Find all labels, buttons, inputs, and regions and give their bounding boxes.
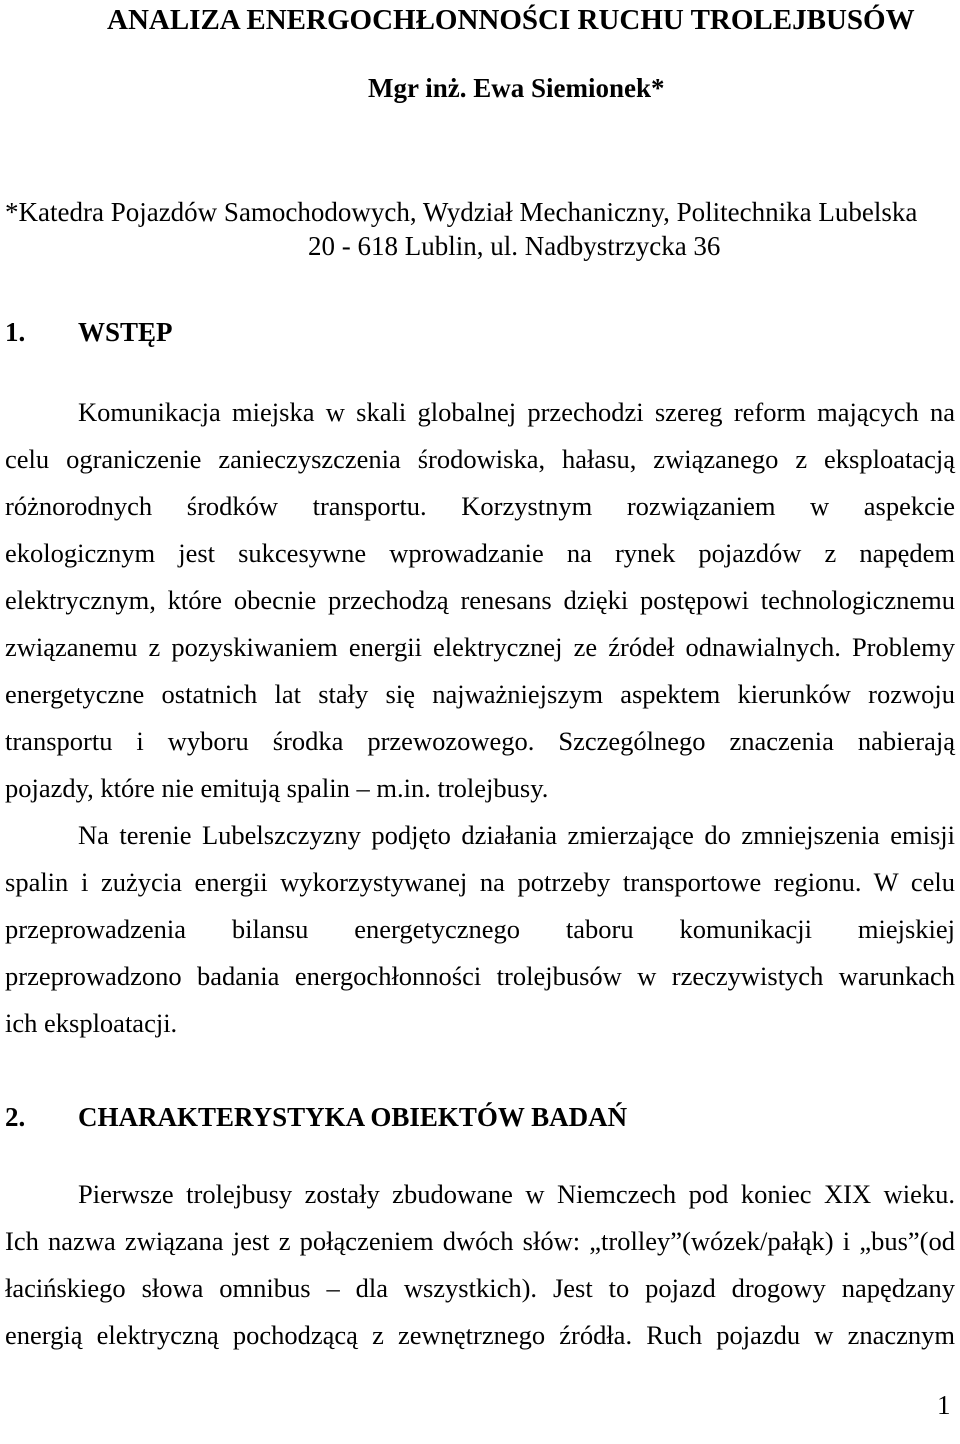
text-line: łacińskiego słowa omnibus – dla wszystkich). Jest to pojazd drogowy napędzany: [5, 1273, 955, 1303]
paragraph: [5, 389, 955, 812]
text-line: Ich nazwa związana jest z połączeniem dwóch słów: „trolley”(wózek/pałąk) i „bus”(od: [5, 1226, 955, 1256]
section-heading-2: [5, 1094, 627, 1141]
text-line: Na terenie Lubelszczyzny podjęto działania zmierzające do zmniejszenia emisji: [78, 820, 955, 850]
author-affiliation: *Katedra Pojazdów Samochodowych, Wydział Mechaniczny, Politechnika Lubelska: [5, 197, 918, 227]
paragraph: [5, 812, 955, 1047]
author-address: 20 - 618 Lublin, ul. Nadbystrzycka 36: [308, 231, 721, 261]
text-line: przeprowadzenia bilansu energetycznego taboru komunikacji miejskiej: [5, 914, 955, 944]
text-line: energetyczne ostatnich lat stały się najważniejszym aspektem kierunków rozwoju: [5, 679, 955, 709]
section-heading-1: [5, 309, 173, 356]
text-line: energią elektryczną pochodzącą z zewnętrznego źródła. Ruch pojazdu w znacznym: [5, 1320, 955, 1350]
text-line: przeprowadzono badania energochłonności trolejbusów w rzeczywistych warunkach: [5, 961, 955, 991]
text-line: Pierwsze trolejbusy zostały zbudowane w Niemczech pod koniec XIX wieku.: [78, 1179, 955, 1209]
text-line: celu ograniczenie zanieczyszczenia środowiska, hałasu, związanego z eksploatacją: [5, 444, 955, 474]
text-line: ich eksploatacji.: [5, 1008, 178, 1038]
section-title: CHARAKTERYSTYKA OBIEKTÓW BADAŃ: [78, 1102, 628, 1132]
text-line: elektrycznym, które obecnie przechodzą renesans dzięki postępowi technologicznemu: [5, 585, 955, 615]
paper-title: ANALIZA ENERGOCHŁONNOŚCI RUCHU TROLEJBUSÓW: [107, 4, 915, 36]
text-line: pojazdy, które nie emitują spalin – m.in. trolejbusy.: [5, 773, 549, 803]
text-line: ekologicznym jest sukcesywne wprowadzanie na rynek pojazdów z napędem: [5, 538, 955, 568]
section-number: 1.: [5, 317, 26, 347]
text-line: różnorodnych środków transportu. Korzystnym rozwiązaniem w aspekcie: [5, 491, 955, 521]
text-line: Komunikacja miejska w skali globalnej przechodzi szereg reform mających na: [78, 397, 955, 427]
section-title: WSTĘP: [78, 317, 173, 347]
author-name: Mgr inż. Ewa Siemionek*: [368, 73, 665, 103]
text-line: transportu i wyboru środka przewozowego. Szczególnego znaczenia nabierają: [5, 726, 955, 756]
paragraph: [5, 1171, 955, 1359]
text-line: związanemu z pozyskiwaniem energii elektrycznej ze źródeł odnawialnych. Problemy: [5, 632, 955, 662]
page-number: 1: [937, 1390, 951, 1420]
text-line: spalin i zużycia energii wykorzystywanej na potrzeby transportowe regionu. W celu: [5, 867, 955, 897]
section-number: 2.: [5, 1102, 26, 1132]
